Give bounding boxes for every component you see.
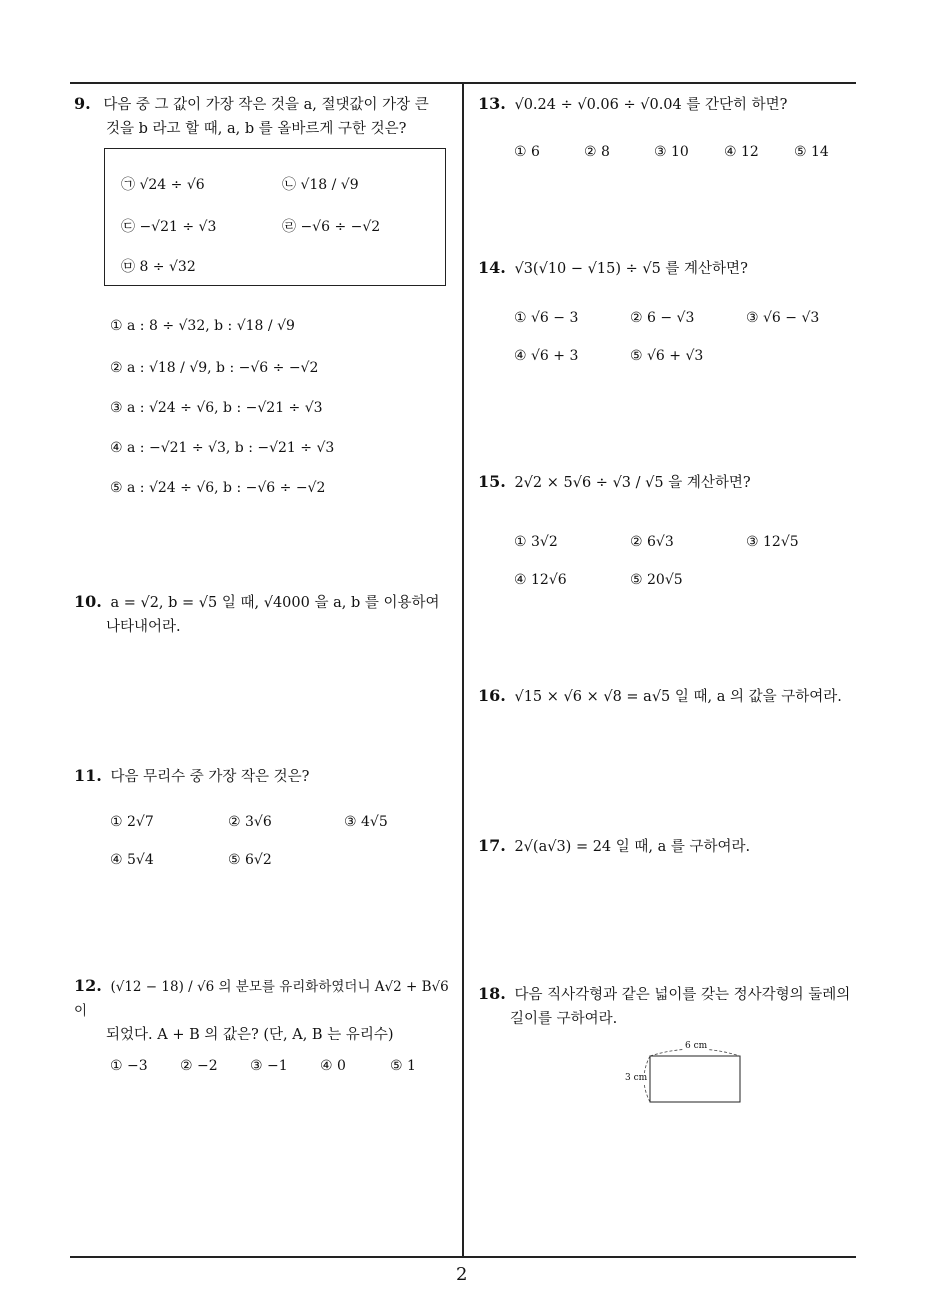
- question-text: 다음 직사각형과 같은 넓이를 갖는 정사각형의 둘레의: [514, 987, 851, 1003]
- question-text: 되었다. A + B 의 값은? (단, A, B 는 유리수): [106, 1027, 394, 1043]
- option-4[interactable]: ④ 0: [320, 1058, 346, 1074]
- question-number: 9.: [74, 94, 91, 113]
- option-1[interactable]: ① 3√2: [514, 534, 558, 550]
- bottom-rule: [70, 1256, 856, 1258]
- question-text: 것을 b 라고 할 때, a, b 를 올바르게 구한 것은?: [106, 121, 407, 137]
- question-text: √3(√10 − √15) ÷ √5 를 계산하면?: [514, 261, 748, 277]
- question-17: [478, 834, 858, 859]
- question-text: √0.24 ÷ √0.06 ÷ √0.04 를 간단히 하면?: [514, 97, 788, 113]
- box-item-m: ㉤ 8 ÷ √32: [121, 259, 196, 275]
- option-2[interactable]: ② −2: [180, 1058, 218, 1074]
- question-11: [74, 764, 458, 789]
- option-3[interactable]: ③ 10: [654, 144, 689, 160]
- option-3[interactable]: ③ 4√5: [344, 814, 388, 830]
- box-item-g: ㉠ √24 ÷ √6: [121, 177, 205, 193]
- question-number: 18.: [478, 984, 506, 1003]
- question-number: 13.: [478, 94, 506, 113]
- question-text: √15 × √6 × √8 = a√5 일 때, a 의 값을 구하여라.: [514, 689, 842, 705]
- option-4[interactable]: ④ 12: [724, 144, 759, 160]
- question-number: 11.: [74, 766, 102, 785]
- option-2[interactable]: ② 6 − √3: [630, 310, 695, 326]
- question-16: [478, 684, 862, 709]
- box-item-n: ㉡ √18 / √9: [282, 177, 359, 193]
- width-label: 6 cm: [685, 1041, 708, 1051]
- option-1[interactable]: ① −3: [110, 1058, 148, 1074]
- option-4[interactable]: ④ √6 + 3: [514, 348, 579, 364]
- option-3[interactable]: ③ −1: [250, 1058, 288, 1074]
- question-13: [478, 92, 858, 117]
- question-text: 다음 무리수 중 가장 작은 것은?: [110, 769, 310, 785]
- option-1[interactable]: ① 2√7: [110, 814, 154, 830]
- question-number: 15.: [478, 472, 506, 491]
- option-5[interactable]: ⑤ a : √24 ÷ √6, b : −√6 ÷ −√2: [110, 480, 326, 496]
- box-item-d: ㉢ −√21 ÷ √3: [121, 219, 217, 235]
- question-number: 10.: [74, 592, 102, 611]
- option-5[interactable]: ⑤ 20√5: [630, 572, 683, 588]
- question-18: [478, 982, 858, 1031]
- page-number: 2: [456, 1264, 468, 1285]
- option-4[interactable]: ④ a : −√21 ÷ √3, b : −√21 ÷ √3: [110, 440, 335, 456]
- option-3[interactable]: ③ √6 − √3: [746, 310, 820, 326]
- question-9: [74, 92, 458, 141]
- question-number: 14.: [478, 258, 506, 277]
- question-text: 길이를 구하여라.: [510, 1011, 618, 1027]
- question-number: 17.: [478, 836, 506, 855]
- option-5[interactable]: ⑤ 6√2: [228, 852, 272, 868]
- option-5[interactable]: ⑤ 1: [390, 1058, 416, 1074]
- option-2[interactable]: ② 6√3: [630, 534, 674, 550]
- option-4[interactable]: ④ 12√6: [514, 572, 567, 588]
- question-text: 2√2 × 5√6 ÷ √3 / √5 을 계산하면?: [514, 475, 751, 491]
- question-12: [74, 974, 460, 1047]
- option-5[interactable]: ⑤ √6 + √3: [630, 348, 704, 364]
- option-2[interactable]: ② 3√6: [228, 814, 272, 830]
- height-label: 3 cm: [625, 1073, 648, 1083]
- option-2[interactable]: ② 8: [584, 144, 610, 160]
- option-4[interactable]: ④ 5√4: [110, 852, 154, 868]
- question-number: 16.: [478, 686, 506, 705]
- option-2[interactable]: ② a : √18 / √9, b : −√6 ÷ −√2: [110, 360, 319, 376]
- option-1[interactable]: ① a : 8 ÷ √32, b : √18 / √9: [110, 318, 295, 334]
- question-text: a = √2, b = √5 일 때, √4000 을 a, b 를 이용하여: [110, 595, 440, 611]
- question-text: 나타내어라.: [106, 619, 181, 635]
- option-1[interactable]: ① 6: [514, 144, 540, 160]
- question-10: [74, 590, 458, 639]
- question-text: (√12 − 18) / √6 의 분모를 유리화하였더니 A√2 + B√6 이: [74, 979, 449, 1019]
- question-15: [478, 470, 858, 495]
- question-text: 다음 중 그 값이 가장 작은 것을 a, 절댓값이 가장 큰: [103, 97, 429, 113]
- option-5[interactable]: ⑤ 14: [794, 144, 829, 160]
- option-3[interactable]: ③ a : √24 ÷ √6, b : −√21 ÷ √3: [110, 400, 323, 416]
- box-item-r: ㉣ −√6 ÷ −√2: [282, 219, 381, 235]
- option-1[interactable]: ① √6 − 3: [514, 310, 579, 326]
- question-text: 2√(a√3) = 24 일 때, a 를 구하여라.: [514, 839, 751, 855]
- question-number: 12.: [74, 976, 102, 995]
- question-14: [478, 256, 858, 281]
- option-3[interactable]: ③ 12√5: [746, 534, 799, 550]
- column-divider: [462, 82, 464, 1257]
